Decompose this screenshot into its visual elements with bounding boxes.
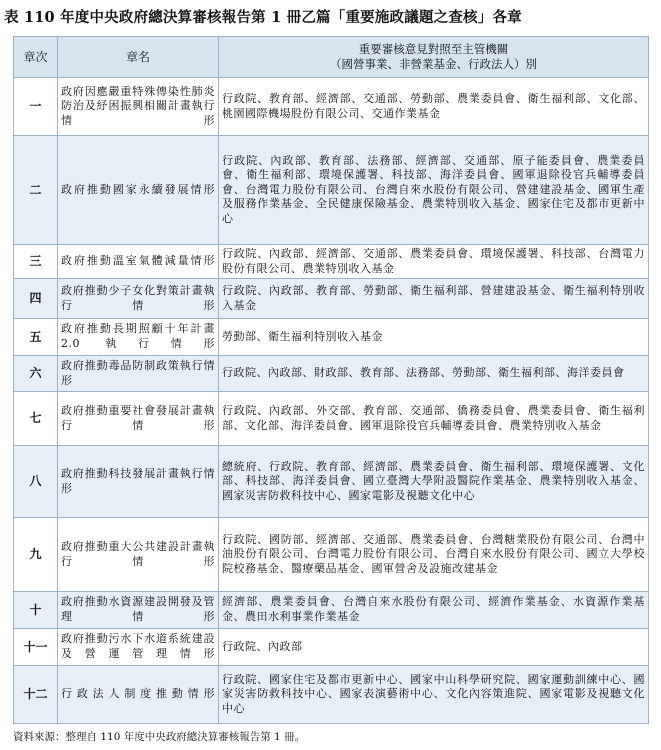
- chapter-name: 政府推動溫室氣體減量情形: [58, 245, 219, 279]
- chapter-name: 政府因應嚴重特殊傳染性肺炎防治及紓困振興相關計畫執行情形: [58, 78, 219, 136]
- chapter-number: 五: [14, 319, 58, 356]
- chapter-agencies: 行政院、國家住宅及都市更新中心、國家中山科學研究院、國家運動訓練中心、國家災害防救科技中心、國家表演藝術中心、文化內容策進院、國家電影及視聽文化中心: [219, 666, 649, 724]
- chapter-number: 二: [14, 136, 58, 245]
- chapter-number: 四: [14, 279, 58, 319]
- chapter-number: 十二: [14, 666, 58, 724]
- chapter-number: 九: [14, 518, 58, 592]
- chapter-number: 十: [14, 592, 58, 629]
- chapter-agencies: 行政院、內政部、教育部、法務部、經濟部、交通部、原子能委員會、農業委員會、衛生福利部、環境保護署、科技部、海洋委員會、國軍退除役官兵輔導委員會、台灣電力股份有限公司、台灣自來水股份有限公司、營建建設基金、國軍生產及服務作業基金、全民健康保險基金、農業特別收入基金、國家住宅及都市更新中心: [219, 136, 649, 245]
- chapter-agencies: 行政院、內政部、教育部、勞動部、衛生福利部、營建建設基金、衛生福利特別收入基金: [219, 279, 649, 319]
- chapter-agencies: 行政院、教育部、經濟部、交通部、勞動部、農業委員會、衛生福利部、文化部、桃園國際機場股份有限公司、交通作業基金: [219, 78, 649, 136]
- table-header-row: [14, 37, 649, 78]
- chapter-name: 政府推動長期照顧十年計畫 2.0 執行情形: [58, 319, 219, 356]
- chapter-number: 六: [14, 356, 58, 392]
- table-row: [14, 245, 649, 279]
- chapter-number: 三: [14, 245, 58, 279]
- chapter-number: 八: [14, 446, 58, 518]
- table-row: [14, 392, 649, 446]
- header-chapter: 章次: [14, 37, 58, 78]
- chapter-name: 政府推動污水下水道系統建設及營運管理情形: [58, 629, 219, 666]
- header-name: 章名: [58, 37, 219, 78]
- table-row: [14, 666, 649, 724]
- chapter-name: 政府推動科技發展計畫執行情形: [58, 446, 219, 518]
- table-row: [14, 446, 649, 518]
- table-row: [14, 592, 649, 629]
- chapter-agencies: 行政院、內政部、財政部、教育部、法務部、勞動部、衛生福利部、海洋委員會: [219, 356, 649, 392]
- chapter-agencies: 行政院、內政部: [219, 629, 649, 666]
- chapter-number: 七: [14, 392, 58, 446]
- chapter-name: 行政法人制度推動情形: [58, 666, 219, 724]
- chapter-name: 政府推動毒品防制政策執行情形: [58, 356, 219, 392]
- chapter-agencies: 行政院、內政部、外交部、教育部、交通部、僑務委員會、農業委員會、衛生福利部、文化部、海洋委員會、國軍退除役官兵輔導委員會、農業特別收入基金: [219, 392, 649, 446]
- source-note: 資料來源：整理自 110 年度中央政府總決算審核報告第 1 冊。: [13, 731, 306, 743]
- header-agencies: [219, 37, 649, 78]
- table-row: [14, 279, 649, 319]
- chapter-agencies: 勞動部、衛生福利特別收入基金: [219, 319, 649, 356]
- chapter-name: 政府推動少子女化對策計畫執行情形: [58, 279, 219, 319]
- table-title: 表 110 年度中央政府總決算審核報告第 1 冊乙篇「重要施政議題之查核」各章: [4, 9, 522, 26]
- chapter-name: 政府推動水資源建設開發及管理情形: [58, 592, 219, 629]
- header-agencies-line2: （國營事業、非營業基金、行政法人）別: [330, 57, 537, 71]
- chapter-agency-table: [13, 36, 649, 724]
- table-row: [14, 518, 649, 592]
- chapter-name: 政府推動重大公共建設計畫執行情形: [58, 518, 219, 592]
- chapter-number: 十一: [14, 629, 58, 666]
- chapter-agencies: 行政院、國防部、經濟部、交通部、農業委員會、台灣糖業股份有限公司、台灣中油股份有限公司、台灣電力股份有限公司、台灣自來水股份有限公司、國立大學校院校務基金、醫療藥品基金、國軍營舍及設施改建基金: [219, 518, 649, 592]
- table-row: [14, 629, 649, 666]
- chapter-name: 政府推動重要社會發展計畫執行情形: [58, 392, 219, 446]
- table-row: [14, 356, 649, 392]
- chapter-agencies: 行政院、內政部、經濟部、交通部、農業委員會、環境保護署、科技部、台灣電力股份有限公司、農業特別收入基金: [219, 245, 649, 279]
- table-row: [14, 78, 649, 136]
- table-row: [14, 136, 649, 245]
- chapter-number: 一: [14, 78, 58, 136]
- chapter-name: 政府推動國家永續發展情形: [58, 136, 219, 245]
- header-agencies-line1: 重要審核意見對照至主管機關: [358, 42, 509, 56]
- chapter-agencies: 總統府、行政院、教育部、經濟部、農業委員會、衛生福利部、環境保護署、文化部、科技部、海洋委員會、國立臺灣大學附設醫院作業基金、農業特別收入基金、國家災害防救科技中心、國家電影及視聽文化中心: [219, 446, 649, 518]
- chapter-agencies: 經濟部、農業委員會、台灣自來水股份有限公司、經濟作業基金、水資源作業基金、農田水利事業作業基金: [219, 592, 649, 629]
- table-row: [14, 319, 649, 356]
